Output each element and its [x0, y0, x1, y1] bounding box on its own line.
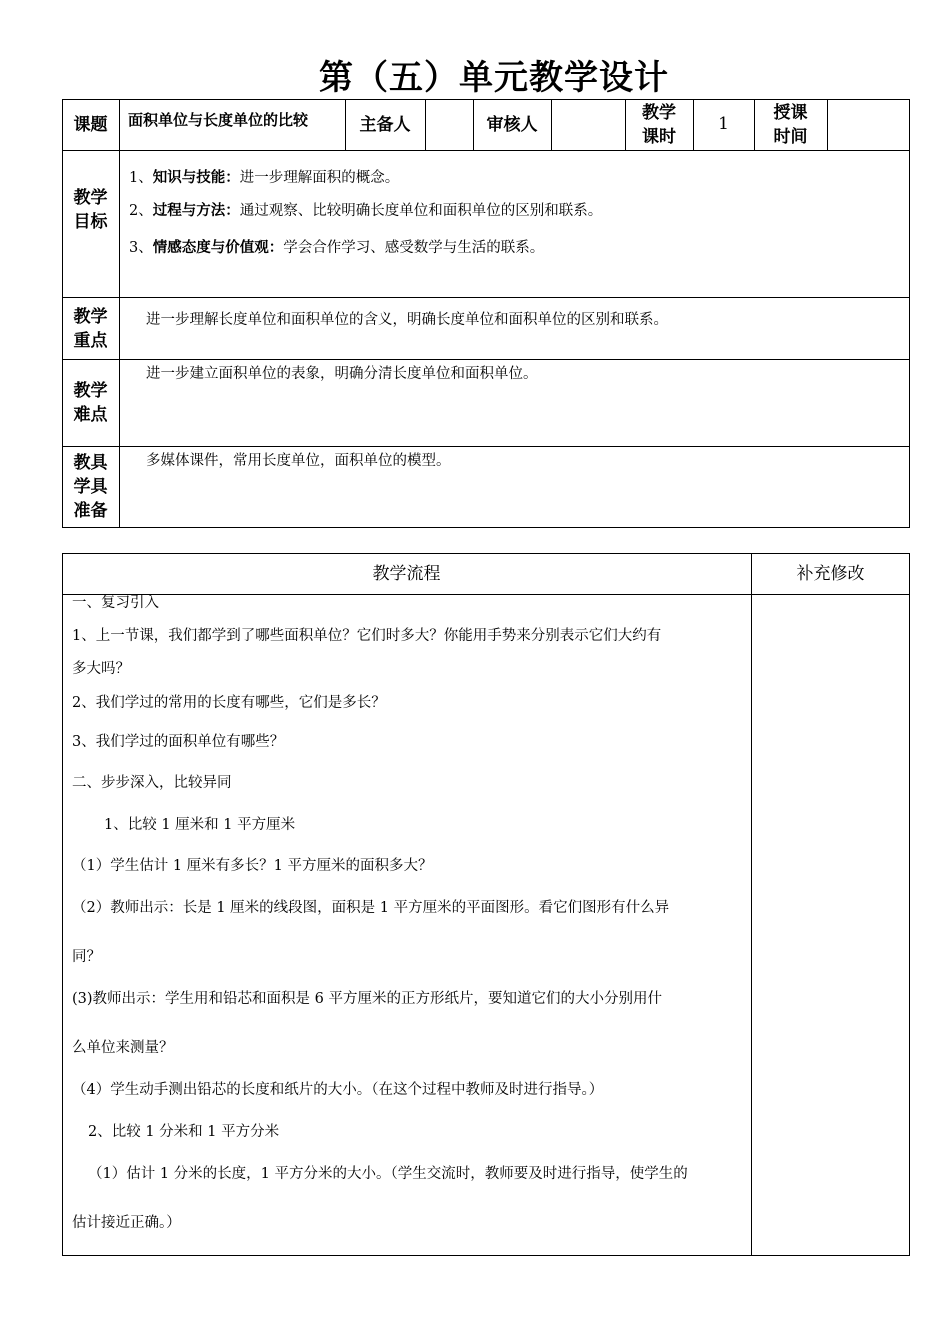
row-divider: [62, 446, 910, 447]
teaching-time-label: [754, 101, 827, 149]
key-points-label-line1: 教学: [73, 307, 108, 327]
flow-line: 1、上一节课，我们都学到了哪些面积单位？它们时多大？你能用手势来分别表示它们大约有: [72, 628, 662, 644]
flow-line: （2）教师出示：长是 1 厘米的线段图，面积是 1 平方厘米的平面图形。看它们图形有什么异: [72, 900, 670, 916]
teaching-flow-header: 教学流程: [372, 564, 441, 584]
column-divider: [119, 99, 120, 528]
key-points-label-line2: 重点: [73, 331, 108, 351]
class-hours-label-line2: 课时: [642, 127, 676, 147]
flow-line: 1、比较 1 厘米和 1 平方厘米: [104, 817, 296, 833]
flow-line: 么单位来测量？: [72, 1040, 174, 1056]
row-divider: [62, 150, 910, 151]
flow-line: 二、步步深入，比较异同: [72, 775, 232, 791]
flow-line: 一、复习引入: [72, 595, 159, 611]
objective-item: 2、过程与方法：通过观察、比较明确长度单位和面积单位的区别和联系。: [129, 203, 603, 219]
column-divider: [827, 99, 828, 150]
row-divider: [62, 594, 910, 595]
class-hours-label-line1: 教学: [642, 103, 676, 123]
reviewer-label: 审核人: [486, 115, 538, 135]
class-hours-label: [625, 101, 693, 149]
row-divider: [62, 359, 910, 360]
materials-label-line3: 准备: [73, 501, 108, 521]
flow-line: 2、我们学过的常用的长度有哪些，它们是多长？: [72, 695, 386, 711]
teaching-time-label-line2: 时间: [773, 127, 808, 147]
revision-header: 补充修改: [796, 564, 865, 584]
objectives-label-line2: 目标: [73, 212, 108, 232]
row-divider: [62, 297, 910, 298]
topic-label: 课题: [73, 115, 108, 135]
objective-item: 3、情感态度与价值观：学会合作学习、感受数学与生活的联系。: [129, 240, 545, 256]
objectives-label-line1: 教学: [73, 188, 108, 208]
objective-item: 1、知识与技能：进一步理解面积的概念。: [129, 170, 400, 186]
flow-line: 3、我们学过的面积单位有哪些？: [72, 734, 285, 750]
difficulties-label-line2: 难点: [73, 405, 108, 425]
class-hours-value: 1: [718, 114, 729, 134]
column-divider: [425, 99, 426, 150]
teaching-time-label-line1: 授课: [773, 103, 808, 123]
flow-line: （1）学生估计 1 厘米有多长？1 平方厘米的面积多大？: [72, 858, 433, 874]
flow-line: 多大吗？: [72, 661, 130, 677]
flow-line: 同？: [72, 949, 101, 965]
topic-value: 面积单位与长度单位的比较: [128, 111, 309, 129]
difficulties-label-line1: 教学: [73, 381, 108, 401]
key-points-text: 进一步理解长度单位和面积单位的含义，明确长度单位和面积单位的区别和联系。: [146, 312, 668, 328]
difficulties-label: [62, 379, 119, 427]
materials-label: [62, 451, 119, 523]
flow-line: 2、比较 1 分米和 1 平方分米: [88, 1124, 280, 1140]
flow-line: (3)教师出示：学生用和铅芯和面积是 6 平方厘米的正方形纸片，要知道它们的大小分别用什: [72, 991, 662, 1007]
materials-label-line1: 教具: [73, 453, 108, 473]
difficulties-text: 进一步建立面积单位的表象，明确分清长度单位和面积单位。: [146, 366, 538, 382]
column-divider: [551, 99, 552, 150]
page-title: 第（五）单元教学设计: [319, 58, 669, 98]
key-points-label: [62, 305, 119, 353]
objectives-label: [62, 186, 119, 234]
flow-line: 估计接近正确。）: [72, 1215, 181, 1231]
preparer-label: 主备人: [359, 115, 411, 135]
flow-line: （1）估计 1 分米的长度，1 平方分米的大小。（学生交流时，教师要及时进行指导，使学生的: [88, 1166, 688, 1182]
flow-line: （4）学生动手测出铅芯的长度和纸片的大小。（在这个过程中教师及时进行指导。）: [72, 1082, 604, 1098]
materials-label-line2: 学具: [73, 477, 108, 497]
materials-text: 多媒体课件，常用长度单位，面积单位的模型。: [146, 453, 451, 469]
column-divider: [751, 553, 752, 1256]
